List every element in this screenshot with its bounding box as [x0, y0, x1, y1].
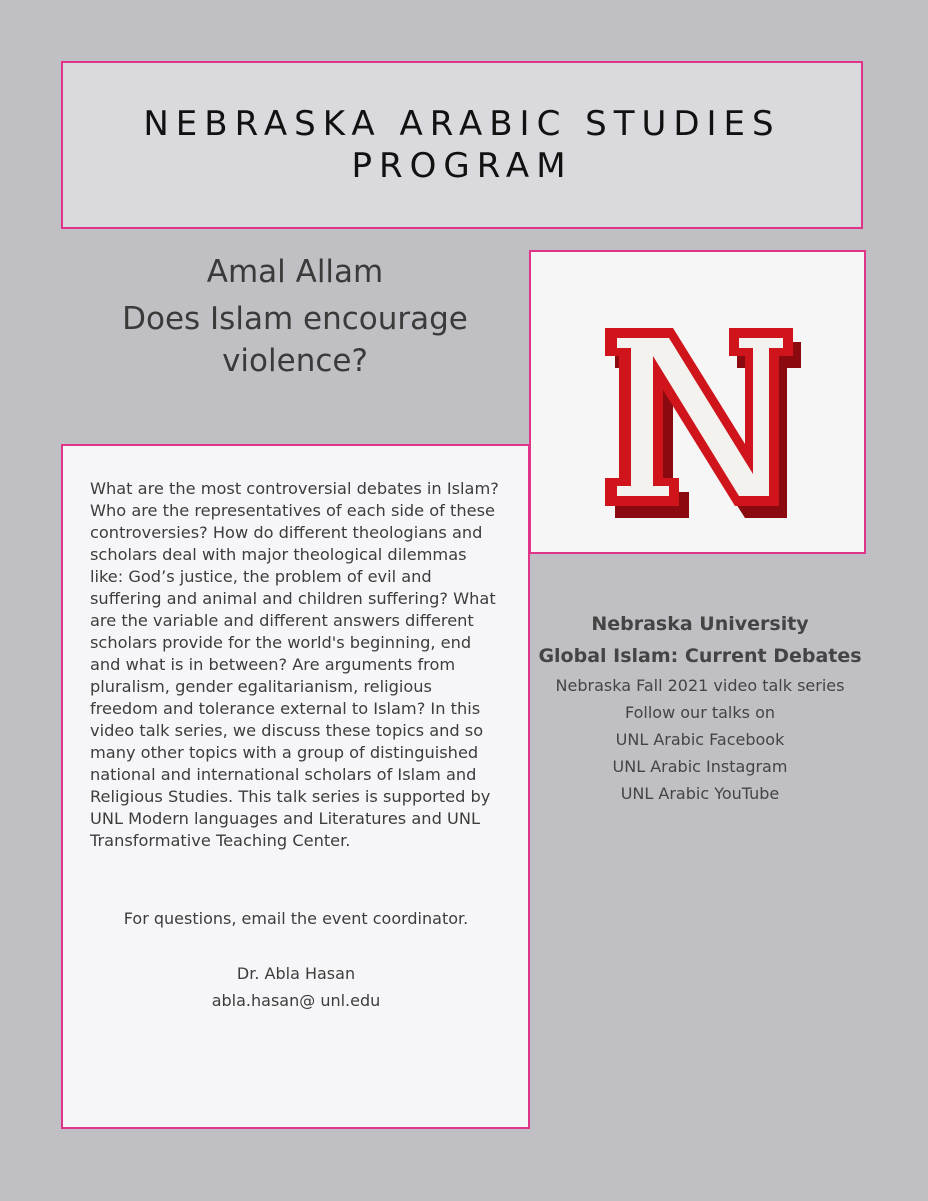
logo-white-letter: [617, 338, 783, 496]
speaker-block: [80, 250, 510, 382]
facebook-link[interactable]: UNL Arabic Facebook: [615, 730, 785, 749]
program-title-line2: PROGRAM: [351, 146, 573, 186]
university-name: Nebraska University: [591, 613, 809, 635]
youtube-link[interactable]: UNL Arabic YouTube: [620, 784, 780, 803]
logo-box: [529, 250, 866, 554]
description-text: What are the most controversial debates in Islam? Who are the representatives of each side of these controversies? How do different theologians and scholars deal with major theological dilemmas like: God’s justice, the problem of evil and suffering and animal and children suffering? What are the variable and different answers different scholars provide for the world's beginning, end and what is in between? Are arguments from pluralism, gender egalitarianism, religious freedom and tolerance external to Islam? In this video talk series, we discuss these topics and so many other topics with a group of distinguished national and international scholars of Islam and Religious Studies. This talk series is supported by UNL Modern languages and Literatures and UNL Transformative Teaching Center.: [90, 479, 499, 850]
nebraska-n-logo: [531, 252, 864, 552]
program-title-line1: NEBRASKA ARABIC STUDIES: [143, 104, 781, 144]
talk-title: Does Islam encourage violence?: [122, 301, 468, 379]
speaker-name: Amal Allam: [206, 254, 384, 290]
series-info: [530, 608, 870, 807]
program-header: [61, 61, 863, 229]
series-description: Nebraska Fall 2021 video talk series: [555, 676, 845, 695]
instagram-link[interactable]: UNL Arabic Instagram: [612, 757, 788, 776]
description-panel: [61, 444, 530, 1129]
questions-note: For questions, email the event coordinator.: [123, 909, 469, 928]
coordinator-contact: [90, 960, 502, 1014]
coordinator-name: Dr. Abla Hasan: [236, 964, 356, 983]
coordinator-email[interactable]: abla.hasan@ unl.edu: [211, 991, 381, 1010]
follow-label: Follow our talks on: [624, 703, 775, 722]
series-title: Global Islam: Current Debates: [538, 645, 862, 667]
